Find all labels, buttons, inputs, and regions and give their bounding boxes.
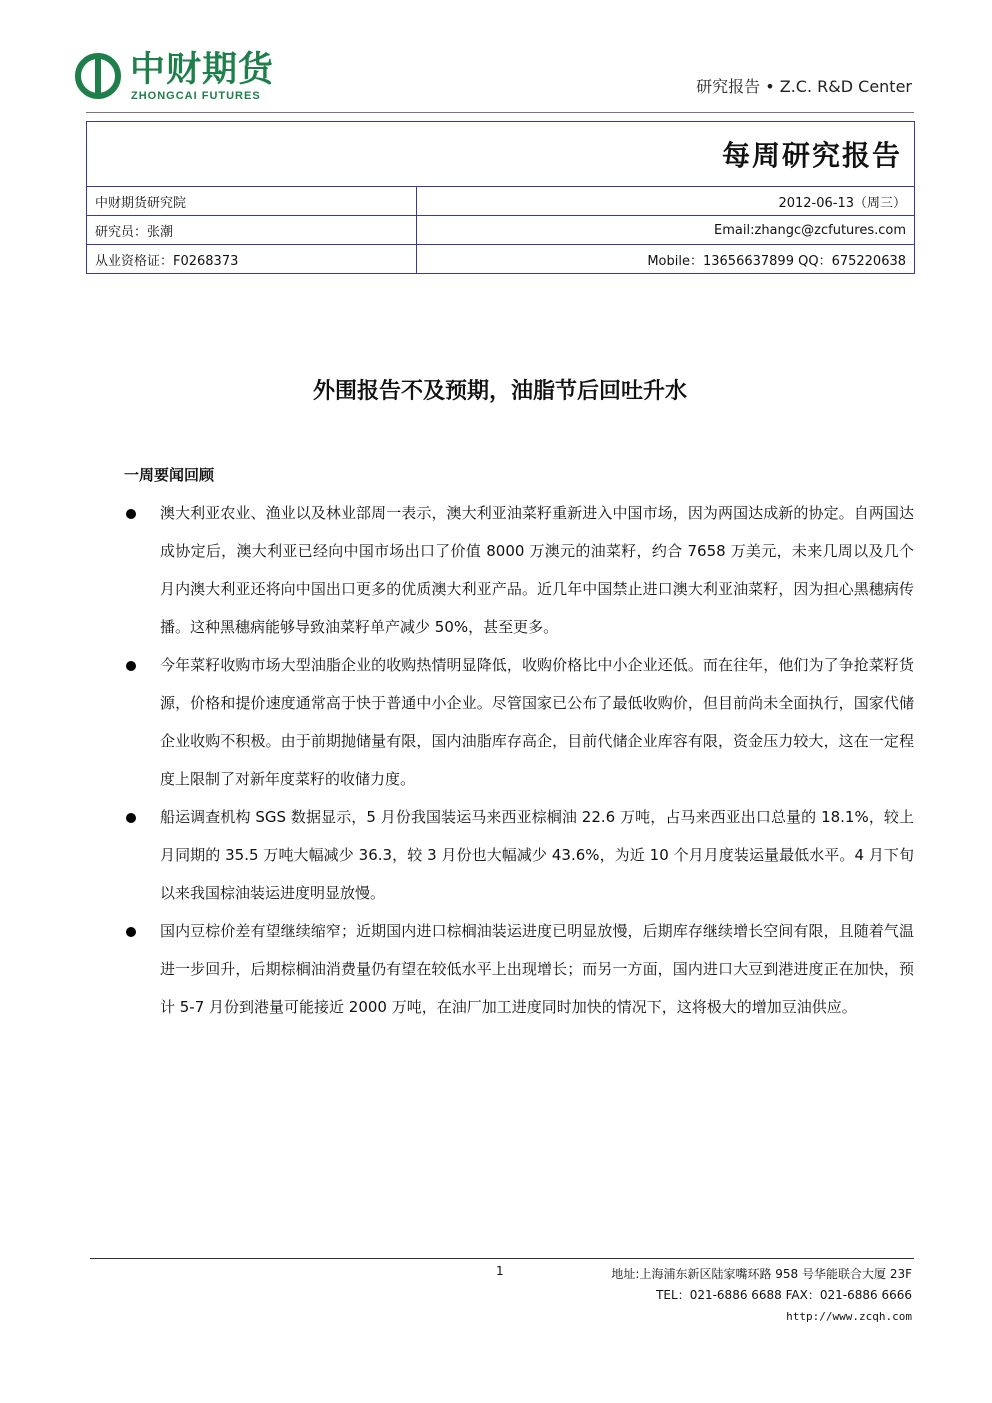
company-logo: [74, 50, 294, 106]
bullet-icon: [126, 813, 136, 823]
footer-phone-fax: TEL：021-6886 6688 FAX：021-6886 6666: [656, 1288, 912, 1302]
bullet-icon: [126, 509, 136, 519]
bullet-icon: [126, 661, 136, 671]
list-item-text: 澳大利亚农业、渔业以及林业部周一表示，澳大利亚油菜籽重新进入中国市场，因为两国达成新的协定。自两国达成协定后，澳大利亚已经向中国市场出口了价值 8000 万澳元的油菜籽，约合 7658 万美元，未来几周以及几个月内澳大利亚还将向中国出口更多的优质澳大利亚产品。近几年中国禁止进口澳大利亚油菜籽，因为担心黑穗病传播。这种黑穗病能够导致油菜籽单产减少 50%，甚至更多。: [160, 504, 914, 636]
footer-divider: [90, 1258, 914, 1259]
list-item: [124, 912, 914, 1026]
researcher-email: Email:zhangc@zcfutures.com: [417, 216, 915, 245]
header-tagline: 研究报告 • Z.C. R&D Center: [696, 77, 912, 96]
report-date: 2012-06-13（周三）: [417, 187, 915, 216]
list-item: [124, 646, 914, 798]
institute-name: 中财期货研究院: [87, 187, 417, 216]
brand-name-en: ZHONGCAI FUTURES: [131, 90, 261, 102]
researcher-name: 研究员：张潮: [87, 216, 417, 245]
bullet-icon: [126, 927, 136, 937]
license-number: 从业资格证：F0268373: [87, 245, 417, 274]
footer-address: 地址:上海浦东新区陆家嘴环路 958 号华能联合大厦 23F: [611, 1267, 912, 1281]
page-number: 1: [496, 1264, 504, 1278]
section-heading: 一周要闻回顾: [124, 466, 215, 484]
contact-info: Mobile：13656637899 QQ：675220638: [417, 245, 915, 274]
list-item-text: 船运调查机构 SGS 数据显示，5 月份我国装运马来西亚棕榈油 22.6 万吨，占马来西亚出口总量的 18.1%，较上月同期的 35.5 万吨大幅减少 36.3，较 3 月份也大幅减少 43.6%，为近 10 个月月度装运量最低水平。4 月下旬以来我国棕油装运进度明显放慢。: [160, 808, 914, 902]
list-item: [124, 798, 914, 912]
zhongcai-logo-icon: [74, 52, 122, 100]
article-title: 外围报告不及预期，油脂节后回吐升水: [312, 379, 687, 404]
header-divider: [86, 112, 914, 113]
brand-name-cn: 中财期货: [130, 50, 275, 90]
list-item-text: 国内豆棕价差有望继续缩窄；近期国内进口棕榈油装运进度已明显放慢，后期库存继续增长空间有限，且随着气温进一步回升，后期棕榈油消费量仍有望在较低水平上出现增长；而另一方面，国内进口大豆到港进度正在加快，预计 5-7 月份到港量可能接近 2000 万吨，在油厂加工进度同时加快的情况下，这将极大的增加豆油供应。: [160, 922, 914, 1016]
list-item-text: 今年菜籽收购市场大型油脂企业的收购热情明显降低，收购价格比中小企业还低。而在往年，他们为了争抢菜籽货源，价格和提价速度通常高于快于普通中小企业。尽管国家已公布了最低收购价，但目前尚未全面执行，国家代储企业收购不积极。由于前期抛储量有限，国内油脂库存高企，目前代储企业库容有限，资金压力较大，这在一定程度上限制了对新年度菜籽的收储力度。: [160, 656, 914, 788]
news-list: [124, 494, 914, 1026]
list-item: [124, 494, 914, 646]
report-type-title: 每周研究报告: [87, 122, 915, 187]
footer-website: http://www.zcqh.com: [786, 1310, 912, 1323]
report-info-table: [86, 121, 915, 274]
footer-contact: [611, 1264, 912, 1327]
